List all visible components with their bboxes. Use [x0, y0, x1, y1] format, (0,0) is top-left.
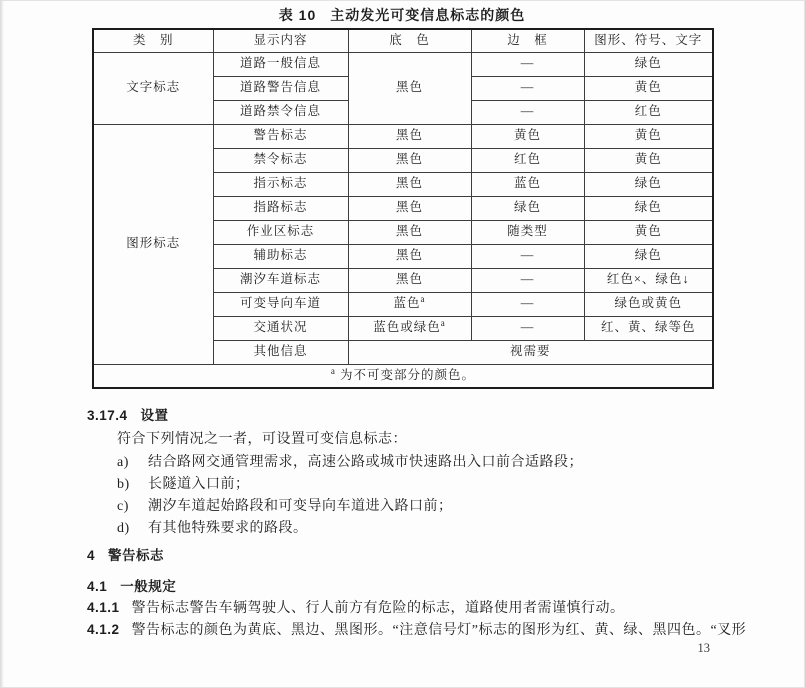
cell-content: 交通状况	[213, 316, 348, 340]
cell-content: 指路标志	[213, 196, 348, 220]
cell-content: 道路一般信息	[213, 52, 348, 76]
table-footnote-row	[93, 364, 713, 388]
cell-background: 黑色	[348, 268, 471, 292]
list-item-label: b)	[117, 477, 130, 492]
clause-title: 设置	[140, 408, 169, 423]
footnote-text: 为不可变部分的颜色。	[340, 368, 476, 383]
cell-content: 道路警告信息	[213, 76, 348, 100]
cell-border: —	[471, 52, 584, 76]
clause-4-1-2	[87, 619, 746, 639]
section-4-heading	[87, 544, 164, 564]
cell-figure: 红色	[584, 100, 713, 124]
cell-content: 辅助标志	[213, 244, 348, 268]
clause-number: 4.1.2	[87, 622, 120, 637]
cell-border: 随类型	[471, 220, 584, 244]
list-item-text: 结合路网交通管理需求，高速公路或城市快速路出入口前合适路段；	[148, 455, 583, 470]
cell-background: 黑色	[348, 220, 471, 244]
cell-figure: 黄色	[584, 148, 713, 172]
footnote-marker: a	[330, 366, 336, 377]
list-item-label: c)	[117, 499, 129, 514]
table-caption-title: 主动发光可变信息标志的颜色	[330, 7, 526, 23]
list-item-a	[117, 451, 583, 471]
cell-background: 黑色	[348, 172, 471, 196]
list-item-d	[117, 517, 308, 537]
cell-border: —	[471, 316, 584, 340]
table-header-row	[93, 29, 713, 52]
clause-text: 警告标志的颜色为黄底、黑边、黑图形。“注意信号灯”标志的图形为红、黄、绿、黑四色。“叉形	[131, 623, 747, 638]
clause-text: 警告标志警告车辆驾驶人、行人前方有危险的标志，道路使用者需谨慎行动。	[131, 601, 625, 616]
cell-figure: 绿色或黄色	[584, 292, 713, 316]
cell-figure: 黄色	[584, 76, 713, 100]
cell-border: —	[471, 268, 584, 292]
cell-border: 红色	[471, 148, 584, 172]
cell-border: 黄色	[471, 124, 584, 148]
cell-background: 黑色	[348, 52, 471, 124]
cell-background: 黑色	[348, 244, 471, 268]
list-item-c	[117, 495, 453, 515]
table-row	[93, 124, 713, 148]
cell-figure: 红、黄、绿等色	[584, 316, 713, 340]
list-item-text: 长隧道入口前；	[148, 477, 250, 492]
cell-border: —	[471, 76, 584, 100]
sign-color-table	[92, 28, 714, 389]
header-display-content: 显示内容	[213, 29, 348, 52]
list-item-text: 有其他特殊要求的路段。	[148, 521, 308, 536]
cell-content: 作业区标志	[213, 220, 348, 244]
clause-number: 3.17.4	[87, 408, 128, 423]
header-border: 边 框	[471, 29, 584, 52]
cell-figure: 绿色	[584, 196, 713, 220]
section-title: 一般规定	[120, 579, 177, 594]
clause-number: 4.1.1	[87, 600, 120, 615]
section-number: 4	[87, 548, 96, 563]
cell-background: 黑色	[348, 148, 471, 172]
cell-border: 蓝色	[471, 172, 584, 196]
cell-content: 道路禁令信息	[213, 100, 348, 124]
cell-background: 黑色	[348, 196, 471, 220]
list-item-label: d)	[117, 521, 130, 536]
cell-background: 黑色	[348, 124, 471, 148]
cell-figure: 绿色	[584, 172, 713, 196]
list-item-text: 潮汐车道起始路段和可变导向车道进入路口前；	[148, 499, 453, 514]
cell-background	[348, 316, 471, 340]
cell-content: 其他信息	[213, 340, 348, 364]
cell-content: 潮汐车道标志	[213, 268, 348, 292]
footnote-marker: a	[440, 318, 446, 329]
table-caption	[92, 5, 712, 25]
cell-figure: 绿色	[584, 244, 713, 268]
header-category: 类 别	[93, 29, 213, 52]
cell-merged-as-needed: 视需要	[348, 340, 713, 364]
cell-figure: 绿色	[584, 52, 713, 76]
page-number: 13	[697, 641, 710, 655]
cell-border: —	[471, 100, 584, 124]
cell-category-graphic-signs: 图形标志	[93, 124, 213, 364]
cell-content: 禁令标志	[213, 148, 348, 172]
list-item-label: a)	[117, 455, 129, 470]
table-footnote	[93, 364, 713, 388]
header-background: 底 色	[348, 29, 471, 52]
section-number: 4.1	[87, 579, 108, 594]
cell-figure: 红色×、绿色↓	[584, 268, 713, 292]
cell-category-text-signs: 文字标志	[93, 52, 213, 124]
table-caption-label: 表 10	[278, 7, 317, 23]
section-title: 警告标志	[108, 548, 165, 563]
cell-figure: 黄色	[584, 124, 713, 148]
cell-figure: 黄色	[584, 220, 713, 244]
cell-content: 可变导向车道	[213, 292, 348, 316]
footnote-marker: a	[420, 294, 426, 305]
header-figure-symbol-text: 图形、符号、文字	[584, 29, 713, 52]
list-item-b	[117, 473, 250, 493]
clause-3-17-4-intro: 符合下列情况之一者，可设置可变信息标志：	[117, 432, 407, 447]
cell-background-text: 蓝色	[393, 296, 421, 311]
cell-background	[348, 292, 471, 316]
cell-content: 指示标志	[213, 172, 348, 196]
cell-background-text: 蓝色或绿色	[373, 320, 441, 335]
clause-3-17-4-heading	[87, 404, 169, 424]
cell-content: 警告标志	[213, 124, 348, 148]
section-4-1-heading	[87, 575, 176, 595]
cell-border: —	[471, 244, 584, 268]
cell-border: 绿色	[471, 196, 584, 220]
clause-4-1-1	[87, 597, 625, 617]
cell-border: —	[471, 292, 584, 316]
table-row	[93, 52, 713, 76]
